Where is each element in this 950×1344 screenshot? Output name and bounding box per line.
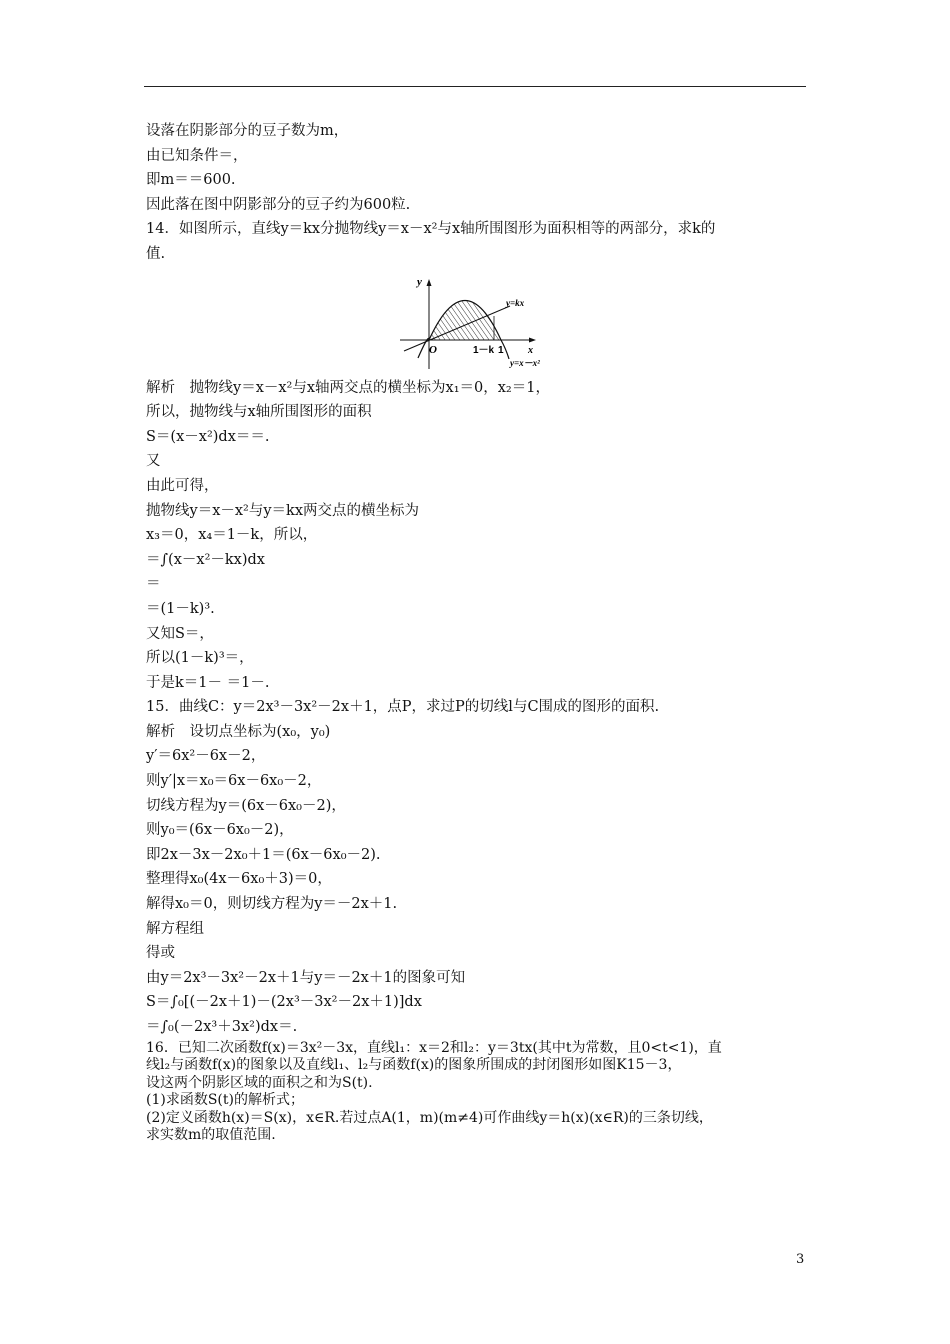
solution-line: S＝∫₀[(－2x＋1)－(2x³－3x²－2x＋1)]dx — [146, 994, 422, 1011]
text-line: 因此落在图中阴影部分的豆子约为600粒. — [146, 196, 411, 213]
origin-label: O — [429, 343, 437, 356]
solution-line: 解方程组 — [146, 920, 204, 937]
text-line: 由已知条件＝， — [146, 147, 248, 164]
problem-16-line: 线l₂与函数f(x)的图象以及直线l₁、l₂与函数f(x)的图象所围成的封闭图形如图K15－3， — [146, 1057, 682, 1074]
problem-16-line: (1)求函数S(t)的解析式； — [146, 1092, 304, 1109]
solution-line: 解析 设切点坐标为(x₀，y₀) — [146, 723, 331, 740]
solution-line: 解析 抛物线y＝x－x²与x轴两交点的横坐标为x₁＝0，x₂＝1， — [146, 379, 550, 396]
problem-16 — [146, 1040, 806, 1145]
tick-label-1: 1 — [498, 344, 504, 356]
solution-line: 所以，抛物线与x轴所围图形的面积 — [146, 404, 372, 421]
solution-line: y′＝6x²－6x－2， — [146, 748, 266, 765]
line-label: y=kx — [506, 297, 525, 308]
text-line: 即m＝＝600. — [146, 172, 236, 189]
solution-line: 又 — [146, 453, 161, 470]
header-rule — [144, 86, 806, 87]
solution-line: 于是k＝1－ ＝1－. — [146, 674, 270, 691]
problem-16-line: 16．已知二次函数f(x)＝3x²－3x，直线l₁：x＝2和l₂：y＝3tx(其中t为常数，且0<t<1)，直 — [146, 1039, 722, 1056]
solution-line: 得或 — [146, 945, 175, 962]
solution-line: 抛物线y＝x－x²与y＝kx两交点的横坐标为 — [146, 502, 420, 519]
problem-16-line: 求实数m的取值范围. — [146, 1127, 276, 1144]
problem-16-line: 设这两个阴影区域的面积之和为S(t). — [146, 1074, 373, 1091]
problem-14-statement: 14．如图所示，直线y＝kx分抛物线y＝x－x²与x轴所围图形为面积相等的两部分，求k的 — [146, 221, 716, 238]
x-axis-arrow — [529, 337, 536, 342]
solution-line: 整理得x₀(4x－6x₀＋3)＝0， — [146, 871, 332, 888]
solution-line: ＝(1－k)³. — [146, 600, 215, 617]
solution-line: ＝∫₀(－2x³＋3x²)dx＝. — [146, 1019, 298, 1035]
solution-line: ＝∫(x－x²－kx)dx — [146, 551, 265, 568]
parabola-figure — [398, 273, 568, 373]
y-axis-arrow — [427, 279, 432, 286]
solution-line: 切线方程为y＝(6x－6x₀－2)， — [146, 797, 346, 814]
solution-line: 由y＝2x³－3x²－2x＋1与y＝－2x＋1的图象可知 — [146, 969, 466, 986]
solution-line: 所以(1－k)³＝， — [146, 650, 254, 667]
solution-line: 则y₀＝(6x－6x₀－2)， — [146, 822, 294, 839]
solution-line: 即2x－3x－2x₀＋1＝(6x－6x₀－2). — [146, 846, 381, 863]
problem-16-line: (2)定义函数h(x)＝S(x)，x∈R.若过点A(1，m)(m≠4)可作曲线y＝h(x)(x∈R)的三条切线， — [146, 1109, 713, 1126]
axis-label-x: x — [528, 344, 533, 356]
solution-line: x₃＝0，x₄＝1－k，所以， — [146, 527, 318, 544]
section-b — [146, 376, 806, 1040]
solution-line: 解得x₀＝0，则切线方程为y＝－2x＋1. — [146, 896, 398, 913]
document-body — [146, 119, 806, 1145]
curve-label: y=x－x² — [510, 357, 540, 368]
solution-line: 则y′|x＝x₀＝6x－6x₀－2， — [146, 773, 322, 790]
text-line: 值. — [146, 245, 166, 262]
page-number: 3 — [796, 1252, 805, 1267]
section-a — [146, 119, 806, 267]
problem-15-statement: 15．曲线C：y＝2x³－3x²－2x＋1，点P，求过P的切线l与C围成的图形的面积. — [146, 699, 660, 716]
solution-line: 由此可得， — [146, 477, 219, 494]
solution-line: 又知S＝， — [146, 625, 214, 642]
text-line: 设落在阴影部分的豆子数为m， — [146, 123, 349, 139]
solution-line: ＝ — [146, 576, 161, 593]
tick-label-1-k: 1－k — [473, 344, 495, 356]
solution-line: S＝(x－x²)dx＝＝. — [146, 428, 270, 445]
axis-label-y: y — [417, 275, 422, 288]
